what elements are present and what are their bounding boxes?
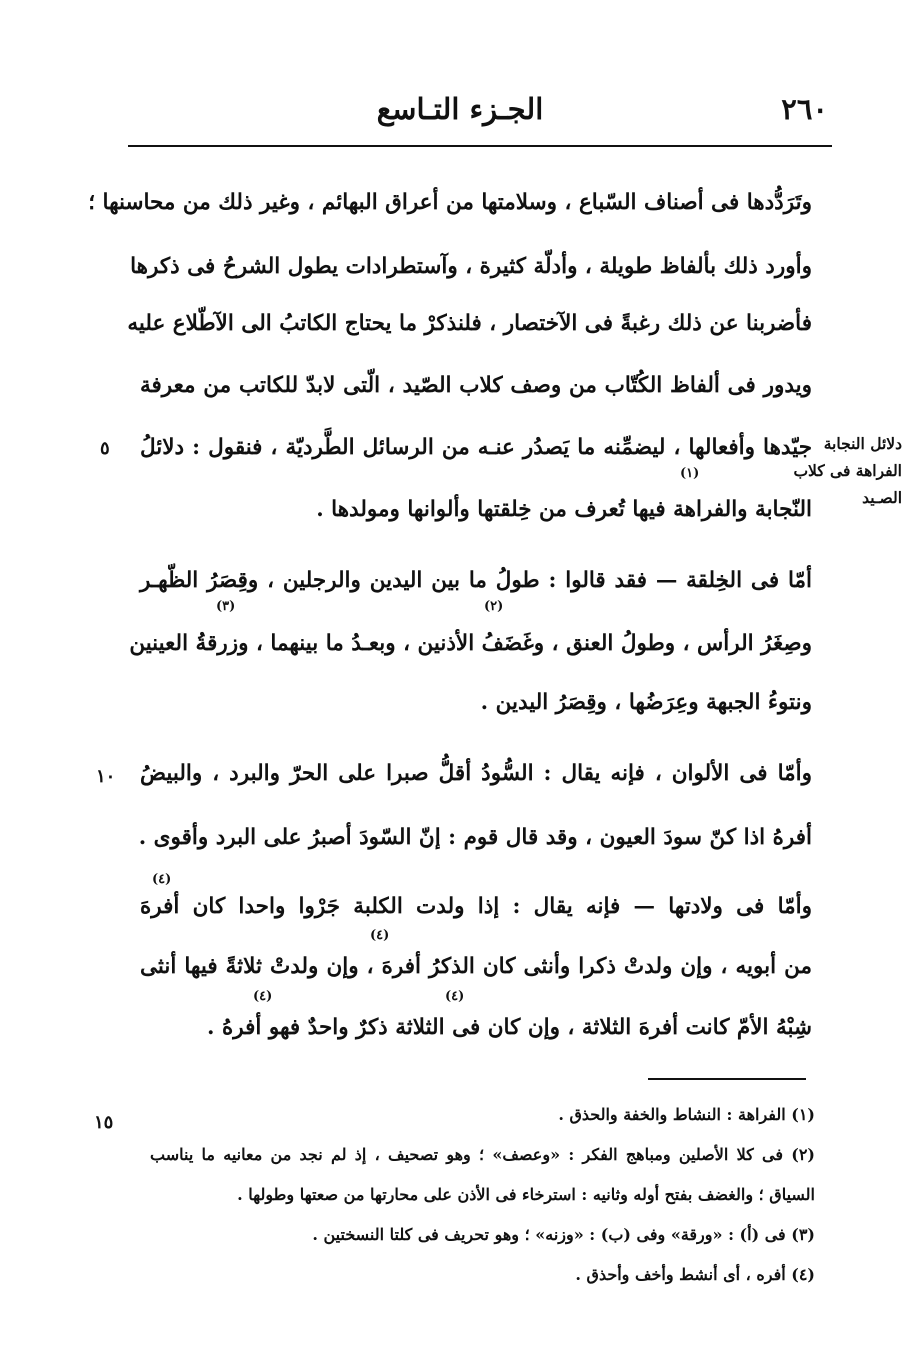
body-line: وتَرَدُّدها فى أصناف السّباع ، وسلامتها من أعراق البهائم ، وغير ذلك من محاسنها ؛ (88, 190, 812, 215)
margin-note-line: الفراهة فى كلاب (793, 461, 902, 480)
footnote-continuation: السياق ؛ والغضف بفتح أوله وثانيه : استرخاء فى الأذن على محارتها من صعتها وطولها . (237, 1185, 815, 1204)
margin-note (793, 430, 902, 511)
body-line: وصِغَرُ الرأس ، وطولُ العنق ، وغَضَفُ الأذنين ، وبعـدُ ما بينهما ، وزرقةُ العينين (129, 631, 812, 656)
footnote-ref-mark: (١) (680, 466, 700, 481)
footnote-ref-mark: (٤) (152, 872, 172, 887)
footnote: (٢) فى كلا الأصلين ومباهج الفكر : «وعصف» ؛ وهو تصحيف ، إذ لم نجد من معانيه ما يناسب (150, 1145, 815, 1164)
line-number: ٥ (100, 438, 110, 459)
body-line: ونتوءُ الجبهة وعِرَضُها ، وقِصَرُ اليدين . (480, 690, 812, 715)
margin-note-line: الصـيد (862, 488, 902, 507)
body-line: أفرهُ اذا كنّ سودَ العيون ، وقد قال قوم : إنّ السّودَ أصبرُ على البرد وأقوى . (138, 825, 812, 850)
body-line: وأمّا فى ولادتها — فإنه يقال : إذا ولدت الكلبة جَرْوا واحدا كان أفرهَ (140, 894, 812, 919)
footnote: (١) الفراهة : النشاط والخفة والحذق . (558, 1105, 815, 1124)
page-number: ٢٦٠ (781, 92, 828, 126)
body-line: شِبْهُ الأمّ كانت أفرهَ الثلاثة ، وإن كان فى الثلاثة ذكرٌ واحدٌ فهو أفرهُ . (207, 1015, 812, 1040)
body-line: أمّا فى الخِلقة — فقد قالوا : طولُ ما بين اليدين والرجلين ، وقِصَرُ الظّهـر (140, 568, 812, 593)
body-line: وأمّا فى الألوان ، فإنه يقال : السُّودُ أقلُّ صبرا على الحرّ والبرد ، والبيضُ (140, 761, 812, 786)
footnote-ref-mark: (٤) (253, 989, 273, 1004)
line-number: ١٠ (96, 766, 116, 787)
footnote-ref-mark: (٤) (370, 928, 390, 943)
body-line: فأضربنا عن ذلك رغبةً فى الآختصار ، فلنذكرْ ما يحتاج الكاتبُ الى الآطّلاع عليه (127, 311, 812, 336)
line-number: ١٥ (94, 1112, 114, 1133)
running-title: الجـزء التـاسع (376, 92, 544, 126)
footnote: (٤) أفره ، أى أنشط وأخف وأحذق . (575, 1265, 815, 1284)
footnote-rule (648, 1078, 806, 1080)
body-line: جيّدها وأفعالها ، ليضمِّنه ما يَصدُر عنـه من الرسائل الطَّرديّة ، فنقول : دلائلُ (140, 435, 812, 460)
footnote-ref-mark: (٢) (484, 599, 504, 614)
header-rule (128, 145, 832, 147)
body-line: النّجابة والفراهة فيها تُعرف من خِلقتها وألوانها ومولدها . (316, 497, 812, 522)
footnote: (٣) فى (أ) : «ورقة» وفى (ب) : «وزنه» ؛ وهو تحريف فى كلتا النسختين . (312, 1225, 815, 1244)
body-line: ويدور فى ألفاظ الكُتّاب من وصف كلاب الصّيد ، الّتى لابدّ للكاتب من معرفة (140, 373, 812, 398)
body-line: وأورد ذلك بألفاظ طويلة ، وأدلّة كثيرة ، وآستطرادات يطول الشرحُ فى ذكرها (130, 254, 812, 279)
body-line: من أبويه ، وإن ولدتْ ذكرا وأنثى كان الذكرُ أفرهَ ، وإن ولدتْ ثلاثةً فيها أنثى (140, 954, 812, 979)
footnote-ref-mark: (٣) (216, 599, 236, 614)
margin-note-line: دلائل النجابة (823, 434, 902, 453)
footnote-ref-mark: (٤) (445, 989, 465, 1004)
